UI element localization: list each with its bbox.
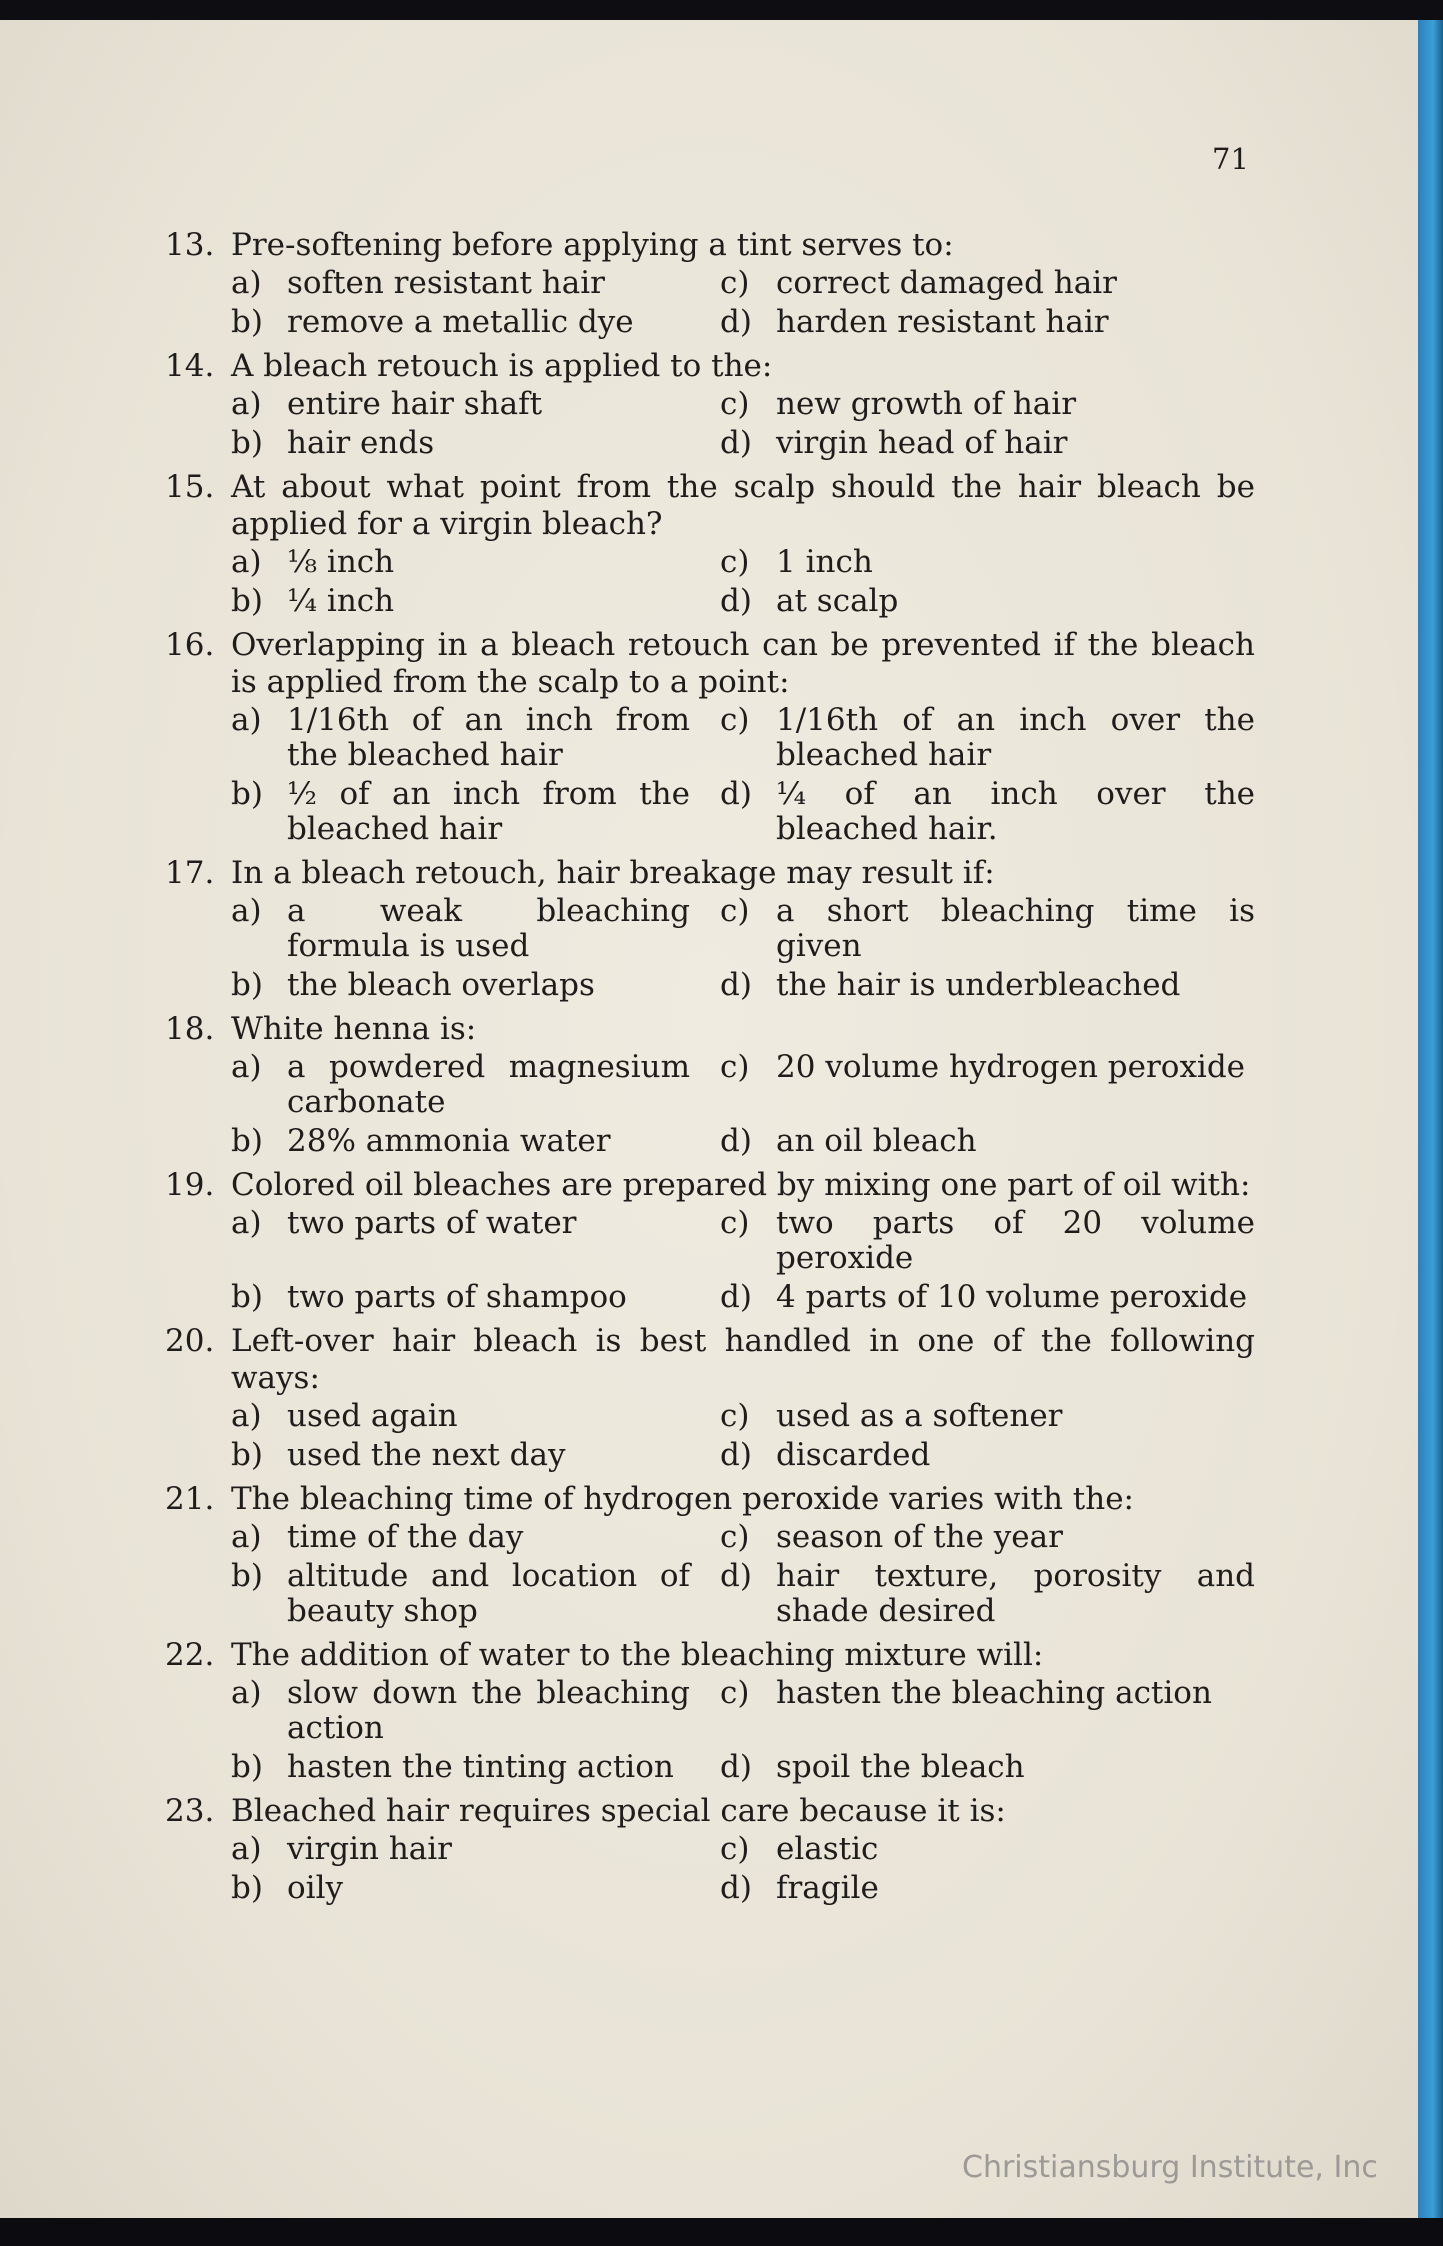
question-16: [165, 627, 1255, 847]
option-letter: a): [231, 1398, 262, 1434]
option-text: virgin head of hair: [776, 425, 1068, 461]
answer-option: [720, 1280, 1255, 1315]
option-text: the hair is underbleached: [776, 967, 1181, 1003]
page-number: 71: [1212, 142, 1249, 176]
question-list: [165, 227, 1255, 1914]
option-letter: d): [720, 425, 752, 461]
option-text: elastic: [776, 1831, 879, 1867]
answer-option: [165, 1832, 720, 1867]
option-letter: a): [231, 1049, 262, 1085]
question-stem: [165, 855, 1255, 892]
option-text: new growth of hair: [776, 386, 1077, 422]
option-letter: c): [720, 544, 750, 580]
answer-options: [165, 703, 1255, 847]
option-letter: b): [231, 1749, 263, 1785]
question-text: In a bleach retouch, hair breakage may result if:: [231, 855, 995, 891]
answer-option: [165, 1124, 720, 1159]
question-stem: [165, 1637, 1255, 1674]
option-letter: b): [231, 776, 263, 812]
answer-option: [165, 1871, 720, 1906]
answer-option: [165, 777, 720, 847]
answer-option: [720, 387, 1255, 422]
answer-options: [165, 545, 1255, 619]
question-stem: [165, 1011, 1255, 1048]
option-letter: a): [231, 1519, 262, 1555]
question-stem: [165, 1793, 1255, 1830]
option-letter: b): [231, 1123, 263, 1159]
question-18: [165, 1011, 1255, 1159]
answer-option: [720, 1871, 1255, 1906]
option-text: ¼ of an inch over the bleached hair.: [776, 776, 1255, 847]
answer-option: [720, 545, 1255, 580]
option-letter: d): [720, 1558, 752, 1594]
option-letter: c): [720, 1049, 750, 1085]
question-text: Bleached hair requires special care because it is:: [231, 1793, 1006, 1829]
option-text: ¼ inch: [287, 583, 395, 619]
background-shadow: [0, 2218, 1443, 2246]
option-text: at scalp: [776, 583, 899, 619]
question-text: A bleach retouch is applied to the:: [231, 348, 773, 384]
question-number: 22.: [165, 1637, 215, 1673]
option-letter: b): [231, 1437, 263, 1473]
option-letter: c): [720, 1519, 750, 1555]
option-text: used again: [287, 1398, 458, 1434]
answer-option: [720, 584, 1255, 619]
answer-option: [720, 426, 1255, 461]
answer-option: [165, 1280, 720, 1315]
option-letter: c): [720, 1675, 750, 1711]
question-stem: [165, 227, 1255, 264]
question-stem: [165, 469, 1255, 543]
question-22: [165, 1637, 1255, 1785]
option-text: oily: [287, 1870, 344, 1906]
option-letter: b): [231, 304, 263, 340]
answer-option: [165, 1750, 720, 1785]
answer-option: [165, 305, 720, 340]
option-text: the bleach overlaps: [287, 967, 595, 1003]
answer-option: [165, 426, 720, 461]
option-letter: d): [720, 1749, 752, 1785]
question-number: 21.: [165, 1481, 215, 1517]
answer-option: [720, 1399, 1255, 1434]
option-letter: b): [231, 425, 263, 461]
answer-option: [165, 968, 720, 1003]
question-14: [165, 348, 1255, 461]
option-text: virgin hair: [287, 1831, 453, 1867]
option-letter: b): [231, 1870, 263, 1906]
answer-option: [720, 1124, 1255, 1159]
option-letter: d): [720, 1870, 752, 1906]
question-number: 20.: [165, 1323, 215, 1359]
option-letter: c): [720, 1205, 750, 1241]
option-text: soften resistant hair: [287, 265, 605, 301]
option-letter: b): [231, 583, 263, 619]
option-text: hasten the tinting action: [287, 1749, 674, 1785]
option-letter: a): [231, 893, 262, 929]
option-text: fragile: [776, 1870, 879, 1906]
question-number: 14.: [165, 348, 215, 384]
answer-options: [165, 266, 1255, 340]
answer-options: [165, 894, 1255, 1003]
option-letter: c): [720, 1398, 750, 1434]
question-number: 17.: [165, 855, 215, 891]
option-text: a weak bleaching formula is used: [287, 893, 690, 964]
option-text: hair texture, porosity and shade desired: [776, 1558, 1255, 1629]
answer-option: [720, 1559, 1255, 1629]
option-letter: a): [231, 1675, 262, 1711]
answer-option: [165, 1559, 720, 1629]
option-text: hair ends: [287, 425, 435, 461]
answer-option: [165, 584, 720, 619]
answer-option: [720, 266, 1255, 301]
option-text: slow down the bleaching action: [287, 1675, 690, 1746]
answer-option: [720, 305, 1255, 340]
option-text: 1 inch: [776, 544, 873, 580]
option-text: 4 parts of 10 volume peroxide: [776, 1279, 1248, 1315]
question-text: The addition of water to the bleaching mixture will:: [231, 1637, 1044, 1673]
question-stem: [165, 627, 1255, 701]
watermark: Christiansburg Institute, Inc: [962, 2150, 1378, 2185]
question-number: 15.: [165, 469, 215, 505]
question-15: [165, 469, 1255, 619]
question-23: [165, 1793, 1255, 1906]
answer-options: [165, 1399, 1255, 1473]
option-text: two parts of 20 volume peroxide: [776, 1205, 1255, 1276]
option-text: altitude and location of beauty shop: [287, 1558, 690, 1629]
answer-option: [720, 1750, 1255, 1785]
answer-options: [165, 1676, 1255, 1785]
answer-options: [165, 1050, 1255, 1159]
answer-options: [165, 1832, 1255, 1906]
option-letter: a): [231, 265, 262, 301]
answer-option: [720, 894, 1255, 964]
answer-option: [165, 1438, 720, 1473]
answer-options: [165, 387, 1255, 461]
answer-option: [165, 894, 720, 964]
option-text: ⅛ inch: [287, 544, 395, 580]
question-number: 13.: [165, 227, 215, 263]
option-text: used the next day: [287, 1437, 566, 1473]
option-letter: a): [231, 702, 262, 738]
option-letter: c): [720, 893, 750, 929]
answer-option: [720, 1438, 1255, 1473]
option-text: 1/16th of an inch over the bleached hair: [776, 702, 1255, 773]
option-letter: c): [720, 702, 750, 738]
question-20: [165, 1323, 1255, 1473]
book-cover-edge: [1418, 20, 1443, 2218]
answer-option: [165, 545, 720, 580]
answer-option: [720, 968, 1255, 1003]
option-text: hasten the bleaching action: [776, 1675, 1212, 1711]
option-letter: d): [720, 583, 752, 619]
option-text: ½ of an inch from the bleached hair: [287, 776, 690, 847]
option-text: time of the day: [287, 1519, 524, 1555]
question-number: 18.: [165, 1011, 215, 1047]
question-text: White henna is:: [231, 1011, 477, 1047]
question-stem: [165, 1323, 1255, 1397]
answer-option: [165, 703, 720, 773]
question-number: 19.: [165, 1167, 215, 1203]
option-text: spoil the bleach: [776, 1749, 1025, 1785]
option-letter: d): [720, 1279, 752, 1315]
option-letter: a): [231, 544, 262, 580]
option-letter: a): [231, 1205, 262, 1241]
option-text: used as a softener: [776, 1398, 1063, 1434]
question-13: [165, 227, 1255, 340]
option-text: a powdered magnesium carbonate: [287, 1049, 690, 1120]
answer-option: [165, 1399, 720, 1434]
question-text: The bleaching time of hydrogen peroxide varies with the:: [231, 1481, 1134, 1517]
answer-option: [165, 387, 720, 422]
answer-option: [165, 1676, 720, 1746]
option-letter: d): [720, 1437, 752, 1473]
option-letter: d): [720, 1123, 752, 1159]
answer-options: [165, 1206, 1255, 1315]
option-letter: b): [231, 967, 263, 1003]
answer-option: [720, 777, 1255, 847]
option-letter: d): [720, 304, 752, 340]
option-text: two parts of water: [287, 1205, 577, 1241]
option-letter: b): [231, 1558, 263, 1594]
question-19: [165, 1167, 1255, 1315]
option-letter: d): [720, 967, 752, 1003]
option-letter: a): [231, 1831, 262, 1867]
option-text: correct damaged hair: [776, 265, 1117, 301]
answer-option: [720, 1206, 1255, 1276]
option-text: a short bleaching time is given: [776, 893, 1255, 964]
option-text: discarded: [776, 1437, 931, 1473]
option-text: season of the year: [776, 1519, 1063, 1555]
option-text: 28% ammonia water: [287, 1123, 611, 1159]
answer-options: [165, 1520, 1255, 1629]
question-text: At about what point from the scalp should the hair bleach be applied for a virgin bleach?: [231, 469, 1255, 542]
option-letter: d): [720, 776, 752, 812]
question-stem: [165, 1167, 1255, 1204]
book-page: [0, 20, 1418, 2218]
question-stem: [165, 1481, 1255, 1518]
question-number: 23.: [165, 1793, 215, 1829]
answer-option: [165, 266, 720, 301]
question-number: 16.: [165, 627, 215, 663]
question-text: Colored oil bleaches are prepared by mixing one part of oil with:: [231, 1167, 1251, 1203]
question-text: Left-over hair bleach is best handled in one of the following ways:: [231, 1323, 1255, 1396]
option-letter: c): [720, 386, 750, 422]
question-21: [165, 1481, 1255, 1629]
question-text: Pre-softening before applying a tint serves to:: [231, 227, 954, 263]
option-text: 20 volume hydrogen peroxide: [776, 1049, 1246, 1085]
option-text: 1/16th of an inch from the bleached hair: [287, 702, 690, 773]
option-text: two parts of shampoo: [287, 1279, 627, 1315]
question-text: Overlapping in a bleach retouch can be prevented if the bleach is applied from the scalp to a point:: [231, 627, 1255, 700]
option-text: an oil bleach: [776, 1123, 977, 1159]
option-letter: c): [720, 1831, 750, 1867]
answer-option: [720, 703, 1255, 773]
option-text: entire hair shaft: [287, 386, 543, 422]
question-17: [165, 855, 1255, 1003]
answer-option: [165, 1050, 720, 1120]
option-text: remove a metallic dye: [287, 304, 634, 340]
answer-option: [165, 1206, 720, 1276]
answer-option: [720, 1832, 1255, 1867]
answer-option: [720, 1520, 1255, 1555]
question-stem: [165, 348, 1255, 385]
answer-option: [720, 1676, 1255, 1746]
option-letter: a): [231, 386, 262, 422]
answer-option: [720, 1050, 1255, 1120]
answer-option: [165, 1520, 720, 1555]
option-letter: b): [231, 1279, 263, 1315]
option-letter: c): [720, 265, 750, 301]
option-text: harden resistant hair: [776, 304, 1109, 340]
